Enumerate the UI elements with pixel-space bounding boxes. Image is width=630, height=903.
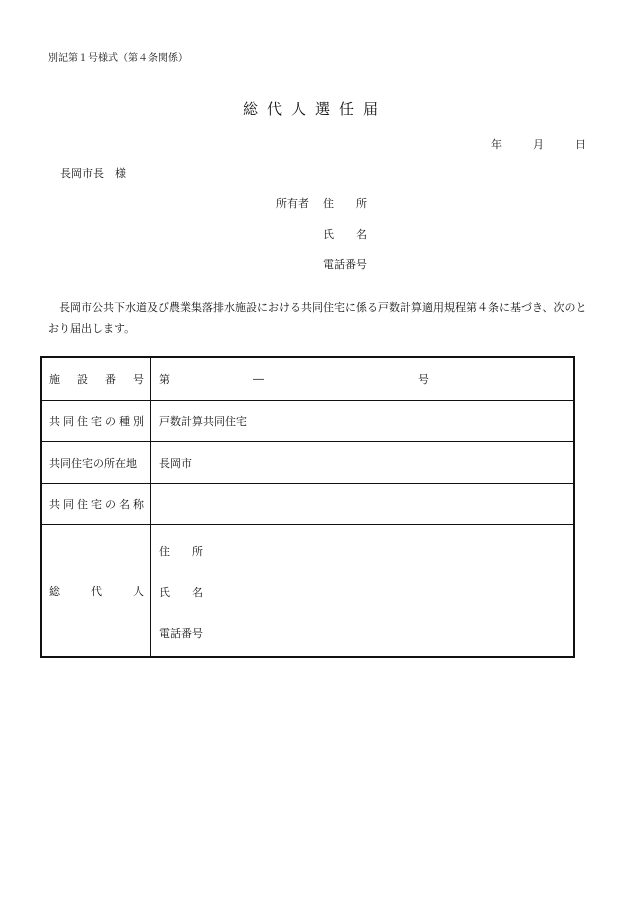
date-year: 年 <box>491 138 502 151</box>
label-char: 号 <box>133 373 144 386</box>
housing-location-label: 共同住宅の所在地 <box>42 442 151 483</box>
table-row-representative <box>42 525 573 656</box>
table-row-housing-type <box>42 401 573 442</box>
facility-number-dash: ― <box>253 372 264 386</box>
representative-name-label[interactable]: 氏 名 <box>159 586 203 599</box>
body-text: 長岡市公共下水道及び農業集落排水施設における共同住宅に係る戸数計算適用規程第４条に基づき、次のとおり届出します。 <box>48 301 587 335</box>
owner-address-label: 住 所 <box>323 197 367 210</box>
facility-number-label <box>42 358 151 400</box>
label-char: 施 <box>49 373 60 386</box>
housing-name-value[interactable] <box>151 484 573 524</box>
facility-number-prefix: 第 <box>159 373 170 386</box>
date-month: 月 <box>533 138 544 151</box>
representative-phone-label[interactable]: 電話番号 <box>159 627 203 640</box>
facility-number-suffix: 号 <box>418 373 429 386</box>
form-table <box>40 356 575 658</box>
owner-name-label: 氏 名 <box>323 228 367 241</box>
owner-phone-label: 電話番号 <box>323 258 367 271</box>
table-row-facility-number <box>42 358 573 401</box>
form-number: 別記第１号様式（第４条関係） <box>48 53 188 64</box>
housing-type-label: 共 同 住 宅 の 種 別 <box>42 401 151 441</box>
label-char: 番 <box>105 373 116 386</box>
date-line <box>491 136 586 152</box>
housing-type-value[interactable]: 戸数計算共同住宅 <box>159 415 247 428</box>
date-day: 日 <box>575 138 586 151</box>
addressee: 長岡市長 様 <box>60 167 126 180</box>
representative-address-label[interactable]: 住 所 <box>159 545 203 558</box>
facility-number-field[interactable] <box>151 358 573 400</box>
table-row-housing-name <box>42 484 573 525</box>
representative-label: 総 代 人 <box>42 525 151 656</box>
label-char: 設 <box>77 373 88 386</box>
owner-label: 所有者 <box>276 197 309 210</box>
housing-name-label: 共 同 住 宅 の 名 称 <box>42 484 151 524</box>
table-row-housing-location <box>42 442 573 484</box>
document-title: 総代人選任届 <box>242 100 387 118</box>
housing-location-value[interactable]: 長岡市 <box>159 456 192 470</box>
